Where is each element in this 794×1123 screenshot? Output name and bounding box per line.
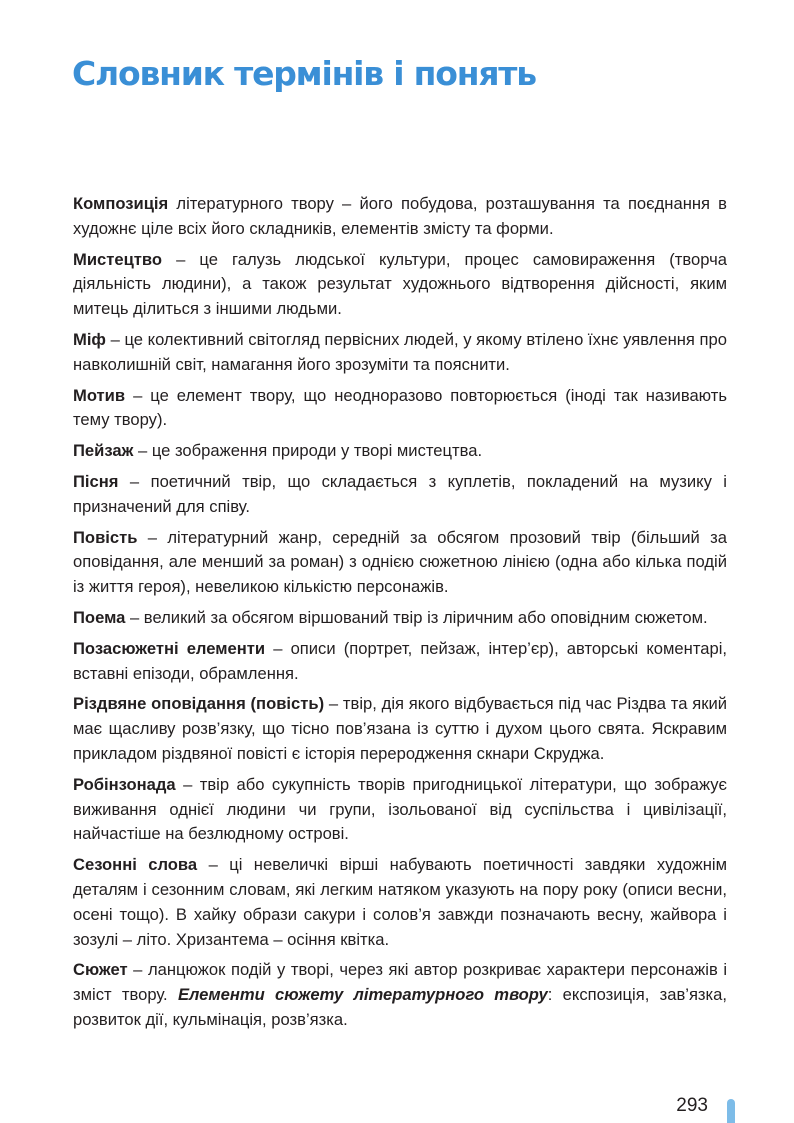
page-edge-tab xyxy=(727,1099,735,1123)
entry-definition: – це колективний світогляд первісних людей, у якому втілено їхнє уявлення про навколишній світ, намагання його зрозуміти та пояснити. xyxy=(73,329,727,374)
entry-term: Міф xyxy=(73,329,106,349)
entry-definition: – ланцюжок подій у творі, через які автор розкриває характери персонажів і зміст твору. xyxy=(73,960,727,1005)
entry-term: Сюжет xyxy=(73,960,128,980)
glossary-entry-poem xyxy=(73,606,727,631)
entry-definition: – це галузь людської культури, процес самовираження (творча діяльність людини), а також результат художнього відтворення дійсності, яким митець ділиться з іншими людьми. xyxy=(73,249,727,319)
entry-emphasis: Елементи сюжету літературного твору xyxy=(177,985,548,1005)
entry-definition: – великий за обсягом віршований твір із ліричним або оповідним сюжетом. xyxy=(125,607,708,627)
glossary xyxy=(73,192,727,1039)
entry-definition: – це елемент твору, що неодноразово повторюється (іноді так називають тему твору). xyxy=(73,385,727,430)
entry-term: Різдвяне оповідання (повість) xyxy=(73,694,325,714)
glossary-entry-motif xyxy=(73,384,727,434)
entry-term: Робінзонада xyxy=(73,774,176,794)
entry-definition: – літературний жанр, середній за обсягом прозовий твір (більший за оповідання, але менший за роман) з однією сюжетною лінією (одна або кілька подій із життя героя), невеликою кількістю персонажів. xyxy=(73,527,727,597)
entry-definition: – ці невеличкі вірші набувають поетичності завдяки художнім деталям і сезонним словам, які легким натяком указують на пору року (описи весни, осені тощо). В хайку образи сакури і солов’я завжди позначають весну, жайвора і зозулі – літо. Хризантема – осіння квітка. xyxy=(73,855,727,949)
entry-term: Пейзаж xyxy=(73,441,134,461)
entry-term: Позасюжетні елементи xyxy=(73,638,266,658)
entry-definition: – твір або сукупність творів пригодницької літератури, що зображує виживання однієї людини чи групи, ізольованої від суспільства і цивілізації, найчастіше на безлюдному острові. xyxy=(73,774,727,844)
glossary-entry-novella xyxy=(73,526,727,600)
entry-term: Повість xyxy=(73,527,138,547)
page-number: 293 xyxy=(676,1095,708,1116)
glossary-entry-song xyxy=(73,470,727,520)
entry-term: Мистецтво xyxy=(73,249,163,269)
entry-term: Поема xyxy=(73,607,126,627)
page-title: Словник термінів і понять xyxy=(72,54,536,93)
entry-term: Композиція xyxy=(73,194,169,213)
entry-term: Пісня xyxy=(73,471,119,491)
entry-term: Мотив xyxy=(73,385,126,405)
glossary-entry-plot xyxy=(73,958,727,1032)
entry-definition: – поетичний твір, що складається з куплетів, покладений на музику і призначений для співу. xyxy=(73,471,727,516)
glossary-entry-landscape xyxy=(73,439,727,464)
glossary-entry-art xyxy=(73,248,727,322)
glossary-entry-extra-plot-elements xyxy=(73,637,727,687)
entry-definition: – описи (портрет, пейзаж, інтер’єр), авторські коментарі, вставні епізоди, обрамлення. xyxy=(73,638,727,683)
entry-definition-tail: : експозиція, зав’язка, розвиток дії, кульмінація, розв’язка. xyxy=(73,985,727,1029)
glossary-entry-christmas-story xyxy=(73,692,727,766)
glossary-entry-robinsonade xyxy=(73,773,727,847)
glossary-entry-composition xyxy=(73,192,727,242)
entry-definition: – це зображення природи у творі мистецтва. xyxy=(133,441,483,461)
entry-definition: – твір, дія якого відбувається під час Різдва та який має щасливу розв’язку, що тісно пов’язана із суттю і духом цього свята. Яскравим прикладом різдвяної повісті є історія переродження скнари Скруджа. xyxy=(73,694,727,763)
glossary-entry-myth xyxy=(73,328,727,378)
glossary-entry-seasonal-words xyxy=(73,853,727,952)
entry-term: Сезонні слова xyxy=(73,855,198,875)
entry-definition: літературного твору – його побудова, розташування та поєднання в художнє ціле всіх його складників, елементів змісту та форми. xyxy=(73,194,727,238)
